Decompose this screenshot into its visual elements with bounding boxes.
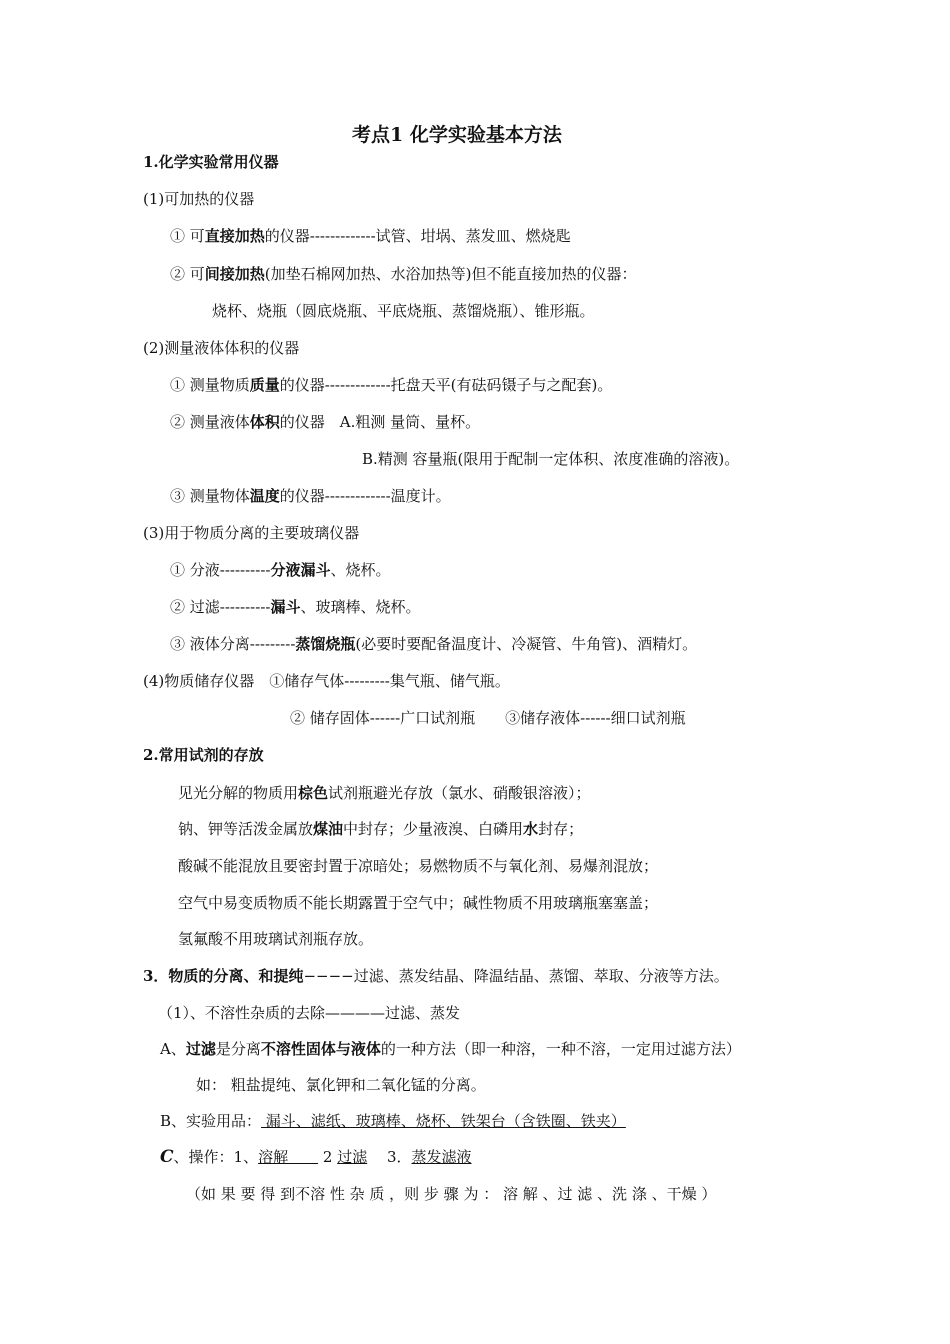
bold-term: 漏斗 — [270, 598, 301, 616]
text-line — [160, 1039, 741, 1059]
bold-term: 3．物质的分离、和提纯 — [143, 967, 304, 985]
text-line: 空气中易变质物质不能长期露置于空气中；碱性物质不用玻璃瓶塞塞盖； — [178, 894, 659, 912]
text-run: −−−−过滤、蒸发结晶、降温结晶、蒸馏、萃取、分液等方法。 — [303, 967, 729, 985]
text-line — [170, 375, 612, 395]
text-run: 见光分解的物质用 — [178, 784, 299, 802]
text-run: ② 测量液体 — [170, 413, 250, 431]
text-line: 烧杯、烧瓶（圆底烧瓶、平底烧瓶、蒸馏烧瓶）、锥形瓶。 — [212, 302, 595, 320]
bold-term: 体积 — [249, 413, 280, 431]
text-line: （1）、不溶性杂质的去除————过滤、蒸发 — [158, 1004, 461, 1022]
bold-term: 间接加热 — [204, 265, 265, 283]
text-run: ① 测量物质 — [170, 376, 250, 394]
text-run: 是分离 — [215, 1040, 261, 1058]
text-line — [170, 486, 451, 506]
text-line — [170, 412, 480, 432]
text-line — [170, 560, 390, 580]
text-run: ② 过滤---------- — [170, 598, 271, 616]
text-run: ② 可 — [170, 265, 205, 283]
text-run: 3． — [367, 1148, 412, 1166]
bold-term: 温度 — [249, 487, 280, 505]
underlined-text: 过滤 — [337, 1148, 368, 1166]
bold-term: 直接加热 — [204, 227, 265, 245]
text-run: 封存； — [538, 820, 584, 838]
text-run: 的仪器-------------托盘天平(有砝码镊子与之配套)。 — [279, 376, 613, 394]
text-run: 、烧杯。 — [330, 561, 391, 579]
text-line: ② 储存固体------广口试剂瓶 ③储存液体------细口试剂瓶 — [290, 709, 686, 727]
text-line: （如 果 要 得 到不溶 性 杂 质 ，则 步 骤 为 ： 溶 解 、过 滤 、洗 涤 、干燥 ） — [186, 1185, 717, 1203]
text-run: 试剂瓶避光存放（氯水、硝酸银溶液）； — [328, 784, 591, 802]
text-line: B.精测 容量瓶(限用于配制一定体积、浓度准确的溶液)。 — [362, 450, 740, 468]
text-line: 如： 粗盐提纯、氯化钾和二氧化锰的分离。 — [196, 1076, 486, 1094]
text-line — [170, 634, 697, 654]
bold-term: 过滤 — [185, 1040, 216, 1058]
text-run: 、玻璃棒、烧杯。 — [300, 598, 421, 616]
text-line — [160, 1111, 626, 1131]
text-line — [170, 264, 637, 284]
text-run: ③ 液体分离--------- — [170, 635, 296, 653]
text-line — [170, 597, 420, 617]
bold-term: 煤油 — [313, 820, 344, 838]
text-run: A、 — [160, 1040, 186, 1058]
section-1-heading: 1.化学实验常用仪器 — [143, 153, 279, 171]
bold-term: 水 — [523, 820, 539, 838]
bold-term: 蒸馏烧瓶 — [295, 635, 356, 653]
text-line — [170, 226, 571, 246]
text-run: (加垫石棉网加热、水浴加热等)但不能直接加热的仪器： — [264, 265, 637, 283]
text-line — [178, 783, 591, 803]
section-2-heading: 2.常用试剂的存放 — [143, 746, 264, 764]
text-run: 的仪器-------------温度计。 — [279, 487, 451, 505]
text-run: (必要时要配备温度计、冷凝管、牛角管)、酒精灯。 — [355, 635, 698, 653]
sub-heading-1: (1)可加热的仪器 — [143, 190, 255, 208]
section-3-heading — [143, 966, 729, 986]
bold-term: 棕色 — [298, 784, 329, 802]
bold-term: 不溶性固体与液体 — [260, 1040, 381, 1058]
page-title: 考点1 化学实验基本方法 — [352, 124, 562, 146]
text-line — [160, 1147, 472, 1167]
underlined-text: 漏斗、滤纸、玻璃棒、烧杯、铁架台（含铁圈、铁夹） — [261, 1112, 626, 1130]
text-run: 的仪器-------------试管、坩埚、蒸发皿、燃烧匙 — [264, 227, 571, 245]
text-run: ③ 测量物体 — [170, 487, 250, 505]
bold-term: 分液漏斗 — [270, 561, 331, 579]
underlined-text: 蒸发滤液 — [411, 1148, 472, 1166]
text-run: 的仪器 A.粗测 量筒、量杯。 — [279, 413, 481, 431]
text-line: 氢氟酸不用玻璃试剂瓶存放。 — [178, 930, 374, 948]
text-run: 的一种方法（即一种溶，一种不溶，一定用过滤方法） — [380, 1040, 741, 1058]
text-run: 2 — [318, 1148, 338, 1166]
text-line — [178, 819, 583, 839]
sub-heading-4: (4)物质储存仪器 ①储存气体---------集气瓶、储气瓶。 — [143, 672, 510, 690]
text-line: 酸碱不能混放且要密封置于凉暗处；易燃物质不与氧化剂、易爆剂混放； — [178, 857, 659, 875]
text-run: 、操作：1、 — [173, 1148, 259, 1166]
sub-heading-2: (2)测量液体体积的仪器 — [143, 339, 300, 357]
text-run: B、实验用品： — [160, 1112, 262, 1130]
text-run: ① 分液---------- — [170, 561, 271, 579]
text-run: 中封存；少量液溴、白磷用 — [343, 820, 524, 838]
sub-heading-3: (3)用于物质分离的主要玻璃仪器 — [143, 524, 360, 542]
text-run: ① 可 — [170, 227, 205, 245]
underlined-text: 溶解 — [258, 1148, 319, 1166]
bold-term: 质量 — [249, 376, 280, 394]
text-run: 钠、钾等活泼金属放 — [178, 820, 314, 838]
c-letter-icon: C — [160, 1147, 174, 1167]
